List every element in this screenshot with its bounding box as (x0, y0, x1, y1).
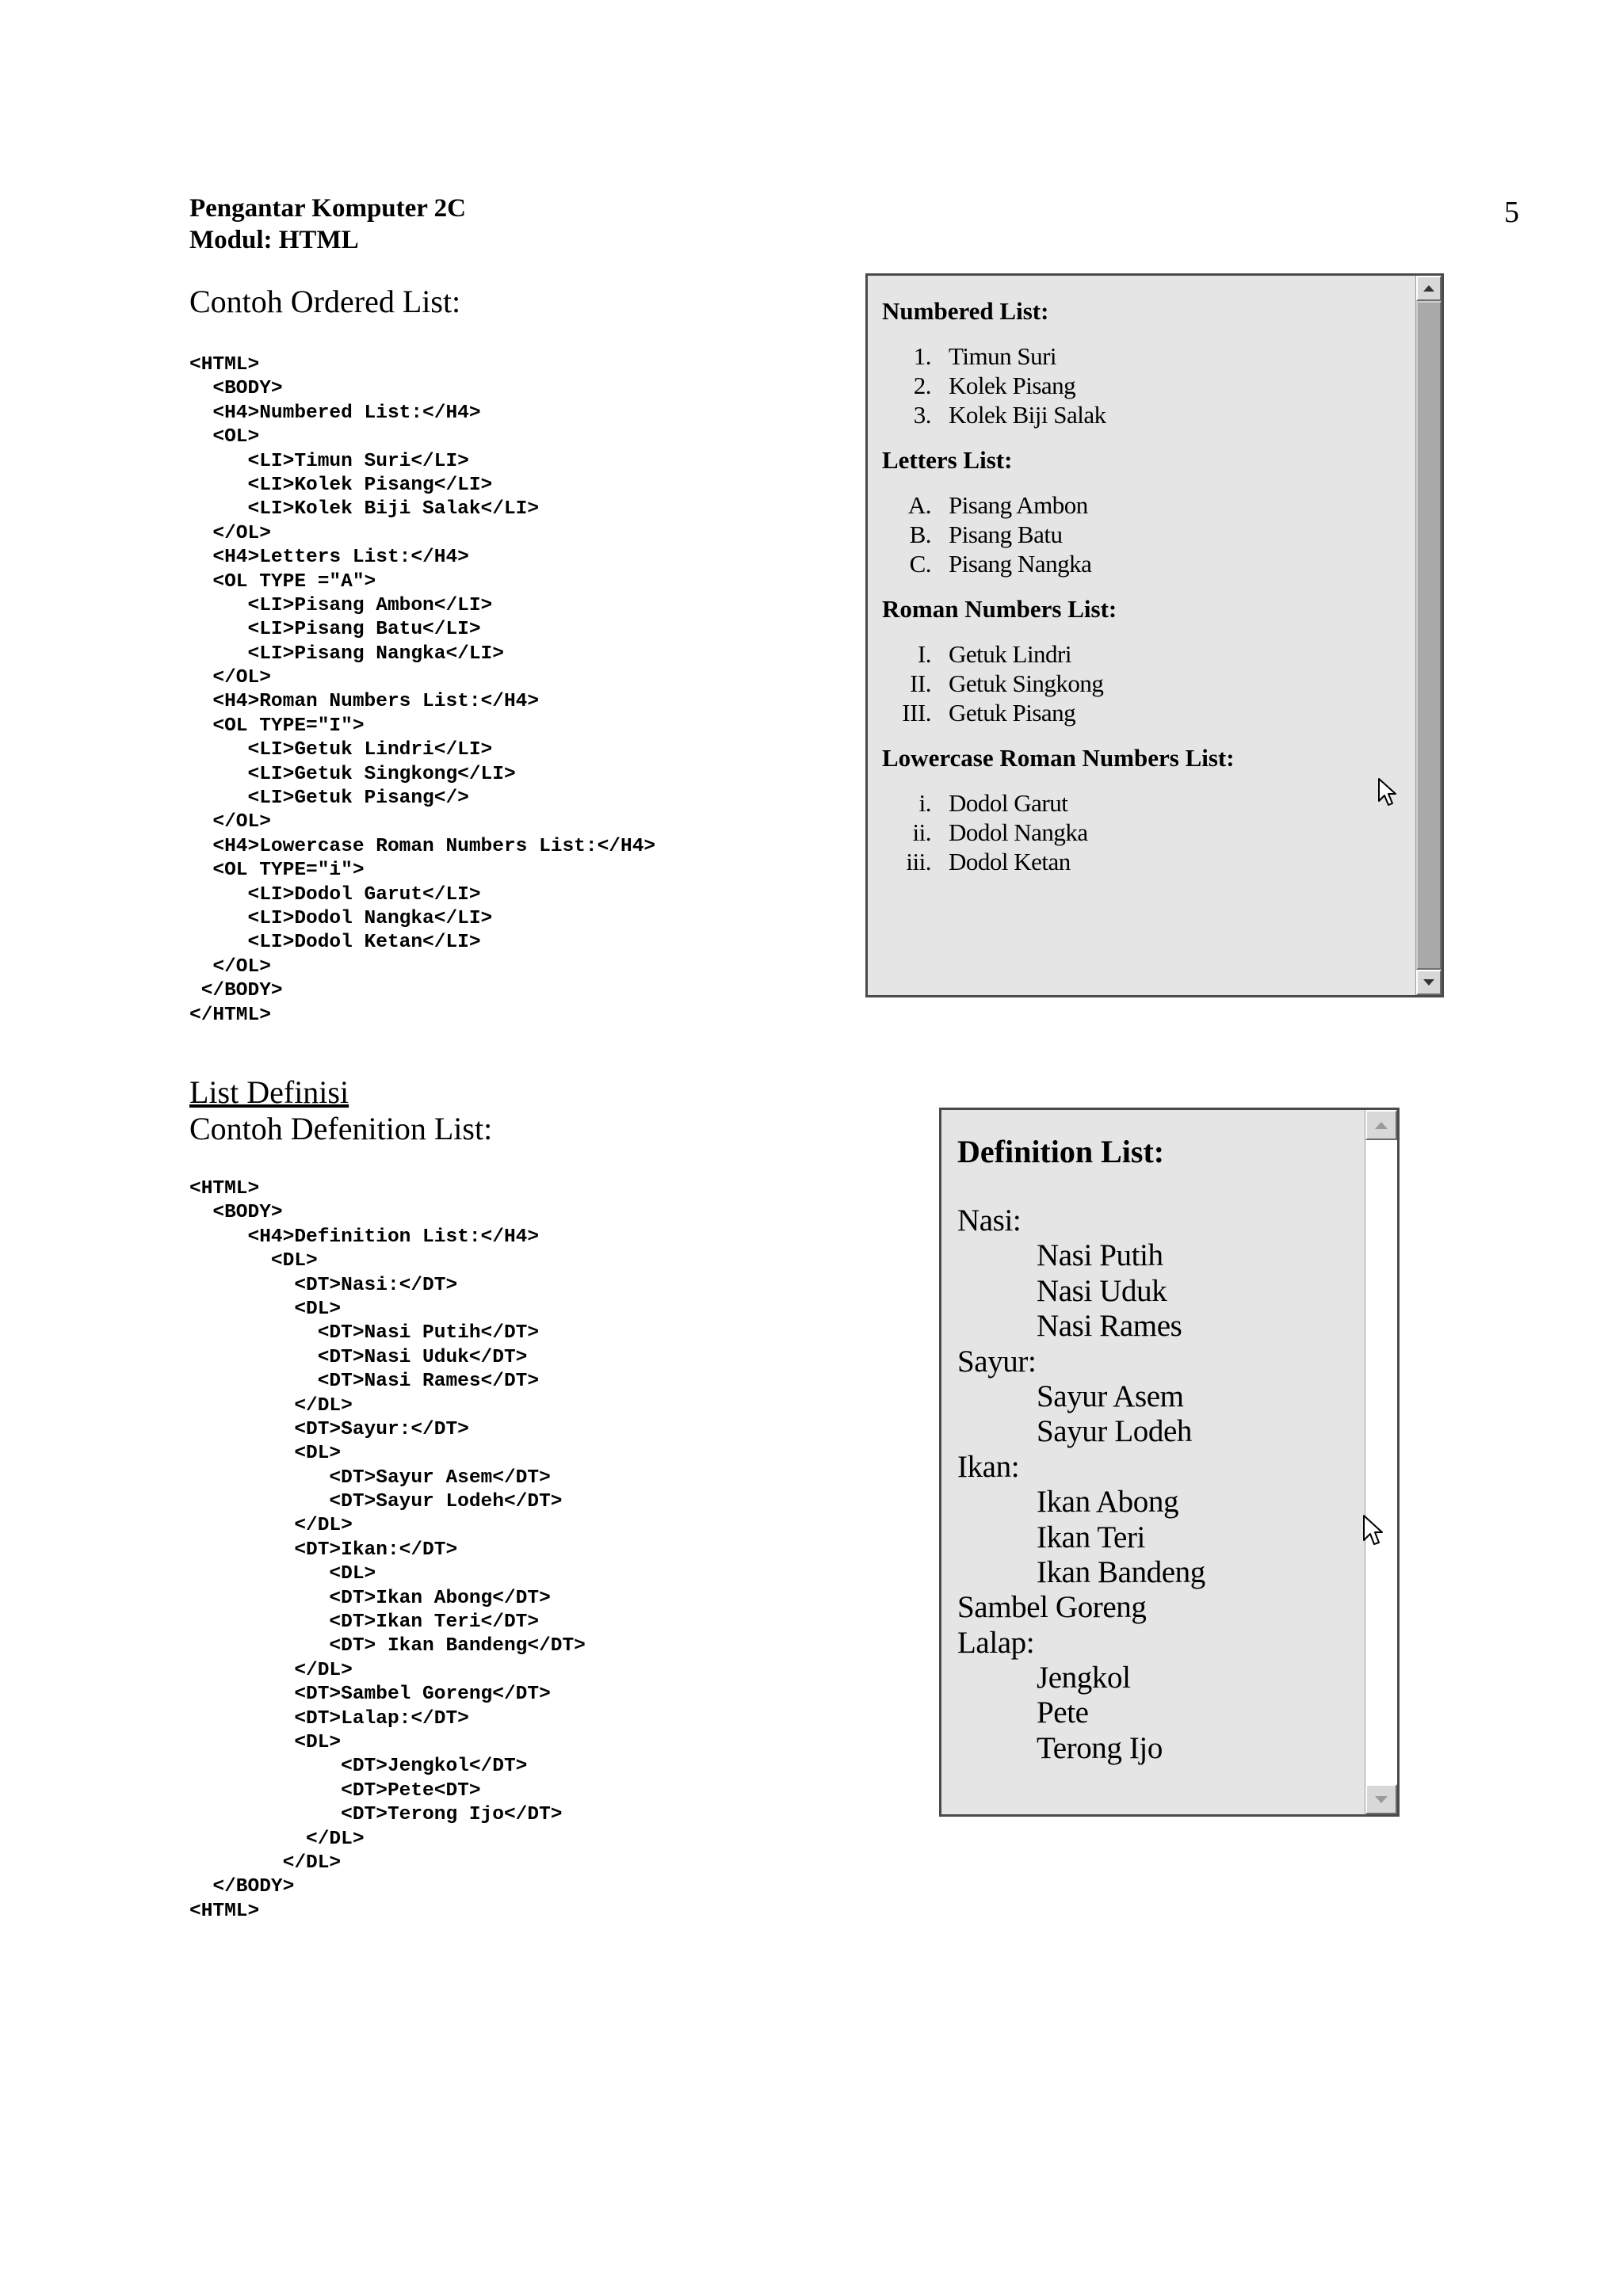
mouse-pointer-icon (1362, 1514, 1384, 1547)
code-line: <DT>Sayur:</DT> (189, 1418, 469, 1440)
code-line: <DT>Nasi Rames</DT> (189, 1371, 540, 1393)
list-item-marker: II. (910, 669, 931, 697)
code-line: </OL> (189, 811, 271, 833)
list-item-text: Getuk Singkong (949, 669, 1104, 697)
scroll-thumb[interactable] (1416, 301, 1442, 970)
definition-sub-term: Ikan Bandeng (1037, 1554, 1205, 1589)
page-number: 5 (1504, 196, 1519, 229)
list-item-text: Getuk Lindri (949, 640, 1071, 668)
definition-list-scrollbar[interactable] (1365, 1110, 1397, 1814)
list-item-marker: ii. (912, 818, 931, 846)
code-line: <OL> (189, 426, 260, 448)
ordered-list-browser-preview (865, 273, 1444, 997)
code-line: <LI>Pisang Ambon</LI> (189, 594, 493, 616)
code-line: <BODY> (189, 378, 283, 400)
preview-list-heading: Numbered List: (882, 297, 1049, 325)
code-line: <DL> (189, 1563, 376, 1585)
code-line: <DL> (189, 1250, 318, 1272)
definition-term: Sayur: (957, 1344, 1037, 1379)
preview-list-heading: Letters List: (882, 446, 1013, 474)
code-line: <H4>Lowercase Roman Numbers List:</H4> (189, 835, 656, 857)
code-line: <DL> (189, 1298, 342, 1320)
definition-list-browser-preview (939, 1108, 1400, 1817)
code-line: <H4>Definition List:</H4> (189, 1226, 540, 1248)
list-item (882, 490, 1405, 520)
code-line: <DT>Sayur Asem</DT> (189, 1466, 551, 1489)
code-line: <DT>Nasi Uduk</DT> (189, 1346, 528, 1368)
code-line: <DT>Pete<DT> (189, 1779, 481, 1802)
definition-sub-term: Pete (1037, 1695, 1089, 1730)
code-line: <LI>Getuk Lindri</LI> (189, 739, 493, 761)
list-item-text: Pisang Batu (949, 521, 1063, 548)
definition-sub-term: Nasi Rames (1037, 1309, 1182, 1344)
definition-list-preview-content (941, 1110, 1369, 1814)
code-line: <DT>Nasi Putih</DT> (189, 1322, 540, 1344)
list-item (882, 698, 1405, 727)
code-line: <DT>Sambel Goreng</DT> (189, 1684, 551, 1706)
scroll-up-button[interactable] (1416, 276, 1442, 301)
code-line: <HTML> (189, 1900, 260, 1922)
preview-ordered-list (882, 490, 1405, 578)
mouse-pointer-icon (1377, 777, 1398, 807)
code-line: <LI>Dodol Garut</LI> (189, 883, 481, 906)
definition-term: Ikan: (957, 1449, 1020, 1484)
code-line: <LI>Dodol Nangka</LI> (189, 907, 493, 929)
code-line: </OL> (189, 955, 271, 978)
code-line: <DT>Nasi:</DT> (189, 1274, 458, 1296)
code-line: </OL> (189, 667, 271, 689)
code-line: </DL> (189, 1852, 342, 1874)
list-item (882, 341, 1405, 371)
code-line: <DT>Terong Ijo</DT> (189, 1804, 563, 1826)
code-line: <DT>Ikan Teri</DT> (189, 1611, 540, 1634)
list-item-marker: A. (907, 491, 931, 519)
preview-definition-heading: Definition List: (957, 1134, 1165, 1169)
code-line: <OL TYPE="i"> (189, 860, 365, 882)
code-line: <H4>Roman Numbers List:</H4> (189, 691, 540, 713)
list-item-marker: B. (909, 521, 931, 548)
code-line: <DT>Lalap:</DT> (189, 1707, 469, 1730)
list-item-marker: C. (909, 550, 931, 578)
list-item-marker: 3. (913, 401, 931, 429)
code-line: <LI>Timun Suri</LI> (189, 450, 469, 472)
list-item (882, 639, 1405, 669)
list-item (882, 669, 1405, 698)
definition-term: Sambel Goreng (957, 1590, 1147, 1625)
code-line: <H4>Letters List:</H4> (189, 547, 469, 569)
triangle-down-icon (1423, 978, 1435, 986)
definition-sub-term: Ikan Abong (1037, 1485, 1179, 1520)
list-item-text: Dodol Garut (949, 789, 1068, 817)
preview-list-heading: Lowercase Roman Numbers List: (882, 744, 1235, 772)
code-line: <DT> Ikan Bandeng</DT> (189, 1635, 586, 1657)
preview-ordered-list (882, 788, 1405, 876)
code-line: <OL TYPE ="A"> (189, 570, 376, 593)
definition-sub-term: Jengkol (1037, 1661, 1131, 1695)
code-line: </DL> (189, 1828, 365, 1850)
list-item-marker: III. (902, 699, 931, 727)
definition-list-code-block (189, 1177, 586, 1924)
code-line: <DL> (189, 1731, 342, 1753)
preview-list-heading: Roman Numbers List: (882, 595, 1117, 623)
triangle-down-icon (1374, 1795, 1388, 1804)
list-item-marker: 2. (913, 372, 931, 399)
list-item (882, 549, 1405, 578)
list-item-marker: I. (917, 640, 931, 668)
code-line: </DL> (189, 1659, 353, 1681)
code-line: <LI>Kolek Pisang</LI> (189, 474, 493, 496)
scroll-down-button[interactable] (1365, 1784, 1397, 1814)
code-line: </BODY> (189, 980, 283, 1002)
definition-section-title: List Definisi (189, 1074, 349, 1110)
preview-ordered-list (882, 639, 1405, 727)
code-line: </OL> (189, 522, 271, 544)
scroll-down-button[interactable] (1416, 970, 1442, 995)
ordered-list-code-block (189, 353, 655, 1028)
code-line: <DT>Sayur Lodeh</DT> (189, 1491, 563, 1513)
definition-sub-term: Nasi Uduk (1037, 1273, 1167, 1308)
definition-sub-term: Nasi Putih (1037, 1238, 1163, 1273)
list-item (882, 400, 1405, 429)
list-item-text: Getuk Pisang (949, 699, 1076, 727)
scroll-up-button[interactable] (1365, 1110, 1397, 1140)
list-item-marker: i. (918, 789, 931, 817)
code-line: <LI>Pisang Batu</LI> (189, 619, 481, 641)
definition-sub-term: Ikan Teri (1037, 1520, 1145, 1554)
triangle-up-icon (1374, 1121, 1388, 1130)
list-item-text: Kolek Biji Salak (949, 401, 1106, 429)
code-line: <DT>Jengkol</DT> (189, 1756, 528, 1778)
code-line: <LI>Getuk Pisang</> (189, 788, 469, 810)
definition-sub-term: Terong Ijo (1037, 1730, 1163, 1765)
list-item (882, 371, 1405, 400)
code-line: <DT>Ikan Abong</DT> (189, 1587, 551, 1609)
definition-sub-term: Sayur Lodeh (1037, 1414, 1192, 1449)
list-item-marker: iii. (906, 848, 931, 875)
code-line: <LI>Dodol Ketan</LI> (189, 932, 481, 954)
list-item (882, 847, 1405, 876)
list-item-text: Dodol Ketan (949, 848, 1071, 875)
triangle-up-icon (1423, 284, 1435, 292)
definition-sub-term: Sayur Asem (1037, 1379, 1184, 1413)
code-line: <H4>Numbered List:</H4> (189, 402, 481, 424)
code-line: <OL TYPE="I"> (189, 715, 365, 737)
code-line: </DL> (189, 1515, 353, 1537)
definition-list-heading: Contoh Defenition List: (189, 1111, 493, 1146)
module-title: Modul: HTML (189, 226, 359, 254)
code-line: <LI>Getuk Singkong</LI> (189, 763, 516, 785)
code-line: </BODY> (189, 1876, 295, 1898)
list-item-text: Pisang Nangka (949, 550, 1092, 578)
list-item-text: Kolek Pisang (949, 372, 1076, 399)
list-item-text: Dodol Nangka (949, 818, 1088, 846)
code-line: <BODY> (189, 1202, 283, 1224)
definition-term: Lalap: (957, 1625, 1035, 1660)
code-line: <LI>Pisang Nangka</LI> (189, 643, 504, 665)
list-item (882, 818, 1405, 847)
course-title: Pengantar Komputer 2C (189, 194, 466, 223)
code-line: <HTML> (189, 354, 260, 376)
list-item-text: Pisang Ambon (949, 491, 1088, 519)
ordered-list-preview-content (868, 276, 1405, 995)
list-item (882, 520, 1405, 549)
preview-ordered-list (882, 341, 1405, 429)
code-line: <DL> (189, 1443, 342, 1465)
code-line: <HTML> (189, 1178, 260, 1199)
list-item-text: Timun Suri (949, 342, 1056, 370)
definition-term: Nasi: (957, 1203, 1022, 1238)
list-item-marker: 1. (913, 342, 931, 370)
code-line: <DT>Ikan:</DT> (189, 1539, 458, 1561)
list-item (882, 788, 1405, 818)
code-line: </HTML> (189, 1004, 271, 1026)
code-line: </DL> (189, 1394, 353, 1417)
ordered-list-scrollbar[interactable] (1415, 276, 1442, 995)
code-line: <LI>Kolek Biji Salak</LI> (189, 498, 540, 521)
ordered-list-heading: Contoh Ordered List: (189, 284, 461, 319)
